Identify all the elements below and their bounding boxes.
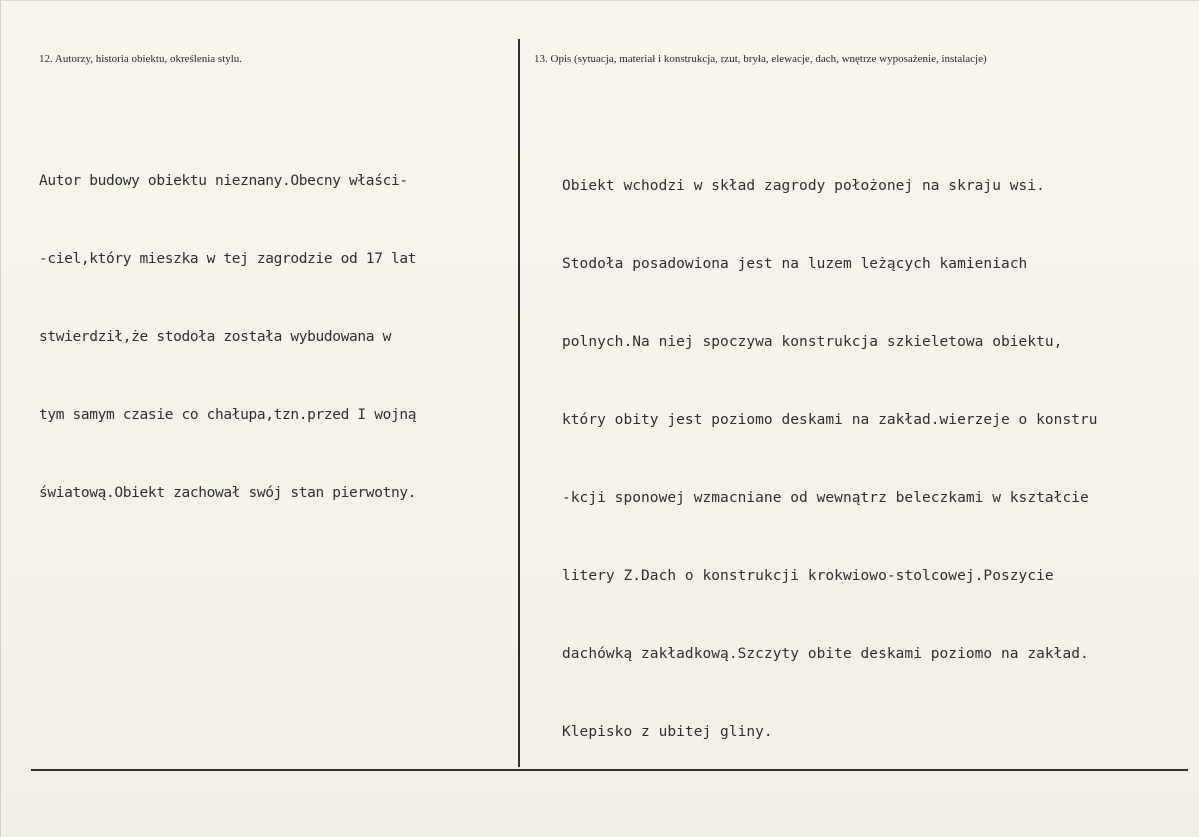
- section-13-line: który obity jest poziomo deskami na zakład.wierzeje o konstru: [562, 412, 1098, 428]
- section-13-text: [562, 121, 1098, 797]
- section-13-line: -kcji sponowej wzmacniane od wewnątrz beleczkami w kształcie: [562, 490, 1089, 506]
- section-13-line: polnych.Na niej spoczywa konstrukcja szkieletowa obiektu,: [562, 334, 1063, 350]
- section-13-line: dachówką zakładkową.Szczyty obite deskami poziomo na zakład.: [562, 646, 1089, 662]
- vertical-divider: [518, 39, 520, 767]
- section-13-line: litery Z.Dach o konstrukcji krokwiowo-stolcowej.Poszycie: [562, 568, 1054, 584]
- section-13-line: Stodoła posadowiona jest na luzem leżących kamieniach: [562, 256, 1028, 272]
- section-13-heading: 13. Opis (sytuacja, materiał i konstrukcja, rzut, bryła, elewacje, dach, wnętrze wyposażenie, instalacje): [534, 53, 987, 65]
- section-12-line: światową.Obiekt zachował swój stan pierwotny.: [39, 485, 417, 501]
- section-12-line: tym samym czasie co chałupa,tzn.przed I wojną: [39, 407, 417, 423]
- section-13-line: Obiekt wchodzi w skład zagrody położonej na skraju wsi.: [562, 178, 1045, 194]
- section-12-line: Autor budowy obiektu nieznany.Obecny właści-: [39, 173, 408, 189]
- section-13-line: Klepisko z ubitej gliny.: [562, 724, 773, 740]
- section-12-text: [39, 116, 416, 558]
- section-12-line: -ciel,który mieszka w tej zagrodzie od 17 lat: [39, 251, 417, 267]
- section-12-line: stwierdził,że stodoła została wybudowana w: [39, 329, 391, 345]
- section-12-heading: 12. Autorzy, historia obiektu, określenia stylu.: [39, 53, 243, 65]
